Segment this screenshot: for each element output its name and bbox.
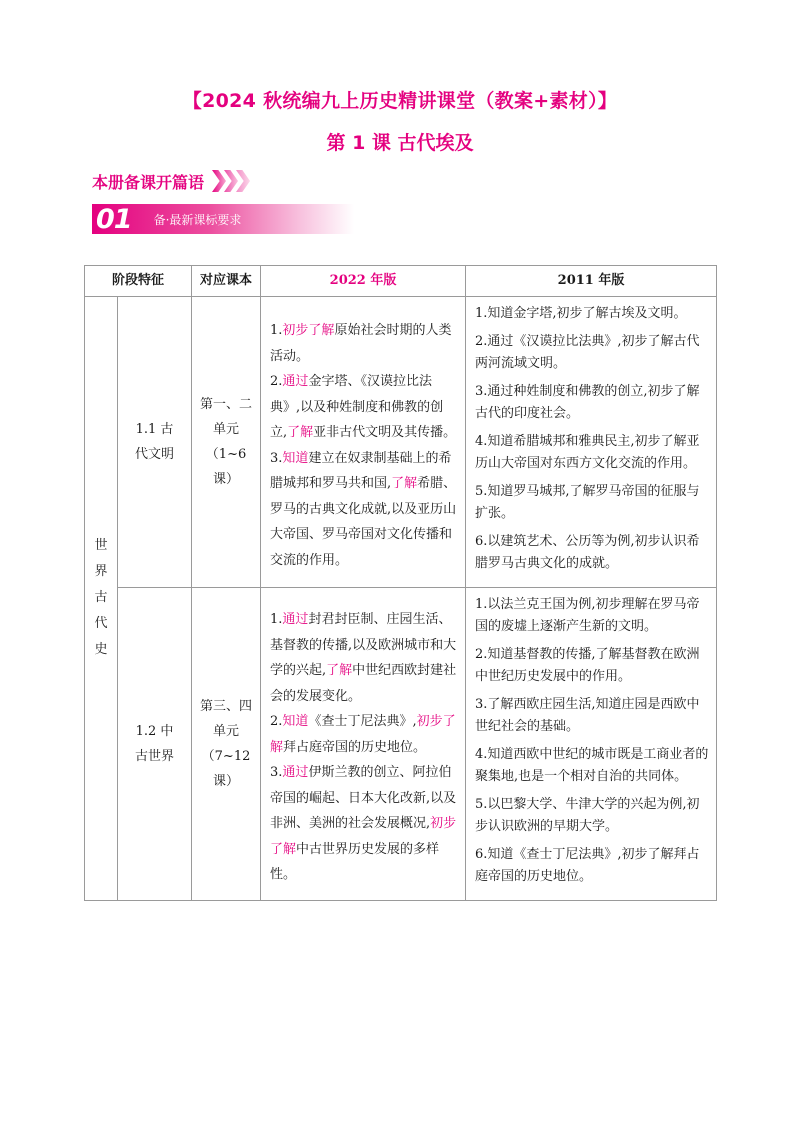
v2022-item: 3.知道建立在奴隶制基础上的希腊城邦和罗马共和国,了解希腊、罗马的古典文化成就,以及亚历山大帝国、罗马帝国对文化传播和交流的作用。 [270, 450, 457, 568]
v2011-item: 6.知道《查士丁尼法典》,初步了解拜占庭帝国的历史地位。 [475, 846, 700, 884]
v2011-item: 4.知道西欧中世纪的城市既是工商业者的聚集地,也是一个相对自治的共同体。 [475, 746, 709, 784]
book-cell [192, 587, 261, 900]
header-2011: 2011 年版 [466, 266, 717, 297]
book-cell [192, 297, 261, 588]
chevron-arrows-icon [212, 170, 248, 192]
v2022-item: 3.通过伊斯兰教的创立、阿拉伯帝国的崛起、日本大化改新,以及非洲、美洲的社会发展概况,初步了解中古世界历史发展的多样性。 [270, 765, 457, 883]
header-2022: 2022 年版 [261, 266, 466, 297]
table-row [85, 587, 717, 900]
phase-label: 1.2 中古世界 [134, 723, 174, 764]
book-label: 第一、二单元（1~6 课） [200, 396, 253, 487]
phase-cell [118, 587, 192, 900]
section-banner [92, 204, 354, 234]
v2011-item: 5.以巴黎大学、牛津大学的兴起为例,初步认识欧洲的早期大学。 [475, 796, 700, 834]
v2022-cell [261, 297, 466, 588]
v2011-cell [466, 297, 717, 588]
header-book: 对应课本 [192, 266, 261, 297]
v2011-item: 3.通过种姓制度和佛教的创立,初步了解古代的印度社会。 [475, 383, 700, 421]
v2011-item: 2.通过《汉谟拉比法典》,初步了解古代两河流域文明。 [475, 333, 700, 371]
lesson-title: 第 1 课 古代埃及 [326, 132, 474, 154]
book-label: 第三、四单元（7~12 课） [200, 698, 253, 789]
v2011-item: 1.以法兰克王国为例,初步理解在罗马帝国的废墟上逐渐产生新的文明。 [475, 596, 700, 634]
document-title: 【2024 秋统编九上历史精讲课堂（教案+素材）】 [182, 90, 618, 112]
v2011-item: 5.知道罗马城邦,了解罗马帝国的征服与扩张。 [475, 483, 700, 521]
v2011-cell [466, 587, 717, 900]
phase-label: 1.1 古代文明 [134, 421, 174, 462]
table-header-row [85, 266, 717, 297]
stage-label: 世界古代史 [94, 538, 108, 658]
v2022-item: 2.知道《查士丁尼法典》,初步了解拜占庭帝国的历史地位。 [270, 714, 456, 755]
v2011-item: 2.知道基督教的传播,了解基督教在欧洲中世纪历史发展中的作用。 [475, 646, 700, 684]
curriculum-standards-table [84, 265, 717, 901]
v2022-item: 1.初步了解原始社会时期的人类活动。 [270, 323, 452, 364]
v2011-item: 6.以建筑艺术、公历等为例,初步认识希腊罗马古典文化的成就。 [475, 533, 700, 571]
v2022-item: 1.通过封君封臣制、庄园生活、基督教的传播,以及欧洲城市和大学的兴起,了解中世纪西欧封建社会的发展变化。 [270, 612, 457, 704]
banner-number: 01 [96, 203, 132, 235]
section-heading [92, 168, 248, 194]
section-heading-label: 本册备课开篇语 [92, 172, 205, 192]
phase-cell [118, 297, 192, 588]
stage-cell [85, 297, 118, 901]
table-row [85, 297, 717, 588]
v2022-cell [261, 587, 466, 900]
v2011-item: 3.了解西欧庄园生活,知道庄园是西欧中世纪社会的基础。 [475, 696, 700, 734]
v2022-item: 2.通过金字塔、《汉谟拉比法典》,以及种姓制度和佛教的创立,了解亚非古代文明及其传播。 [270, 374, 457, 441]
v2011-item: 1.知道金字塔,初步了解古埃及文明。 [475, 306, 687, 321]
banner-text: 备·最新课标要求 [153, 212, 242, 227]
v2011-item: 4.知道希腊城邦和雅典民主,初步了解亚历山大帝国对东西方文化交流的作用。 [475, 433, 700, 471]
header-stage: 阶段特征 [85, 266, 192, 297]
